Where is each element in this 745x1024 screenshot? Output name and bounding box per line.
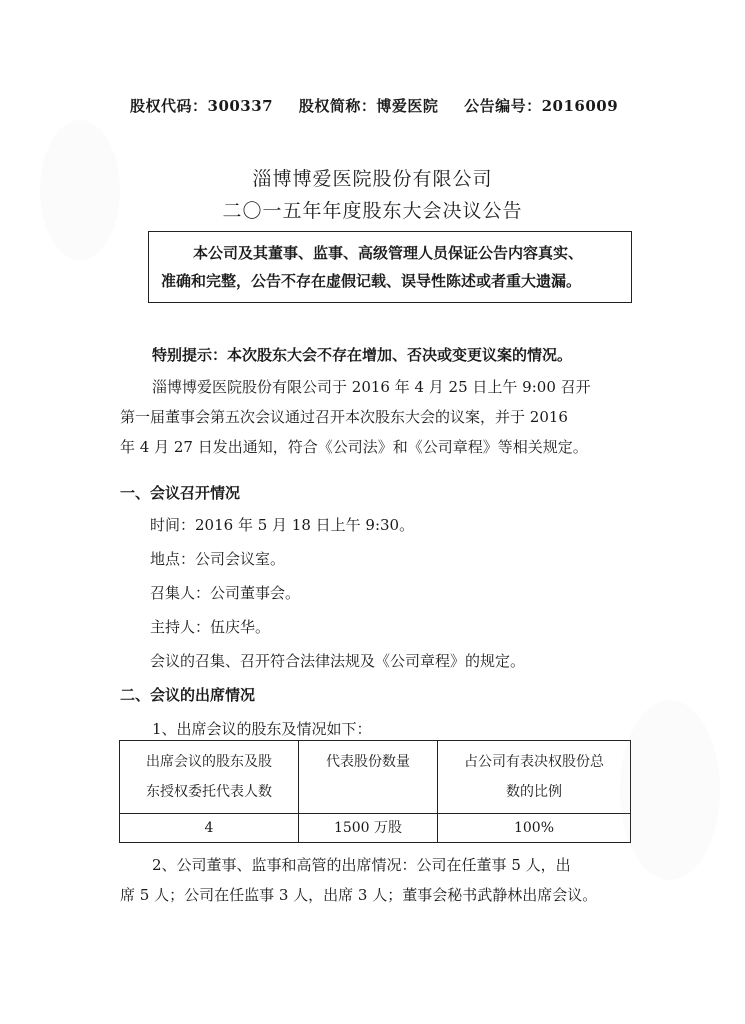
stock-abbreviation: 股权简称：博爱医院 <box>298 97 439 115</box>
intro-paragraph <box>120 372 640 462</box>
meeting-host: 主持人：伍庆华。 <box>150 618 271 636</box>
cell-attendee-count: 4 <box>120 814 299 843</box>
meeting-time: 时间：2016 年 5 月 18 日上午 9:30。 <box>150 516 415 534</box>
meeting-convener: 召集人：公司董事会。 <box>150 584 301 602</box>
intro-line-2: 第一届董事会第五次会议通过召开本次股东大会的议案，并于 2016 <box>120 408 568 426</box>
attendance-intro: 1、出席会议的股东及情况如下： <box>152 720 372 738</box>
intro-line-3: 年 4 月 27 日发出通知，符合《公司法》和《公司章程》等相关规定。 <box>120 438 588 456</box>
cell-share-quantity: 1500 万股 <box>299 814 438 843</box>
cell-ratio: 100% <box>438 814 631 843</box>
section-2-heading: 二、会议的出席情况 <box>120 686 256 704</box>
disclaimer-box <box>148 231 632 303</box>
company-title: 淄博博爱医院股份有限公司 <box>252 168 493 190</box>
table-header-row <box>120 741 631 814</box>
management-line-1: 2、公司董事、监事和高管的出席情况：公司在任董事 5 人，出 <box>152 856 571 874</box>
header-info <box>130 95 638 116</box>
management-attendance <box>120 850 640 910</box>
attendance-table <box>119 740 631 843</box>
header-cell-ratio: 占公司有表决权股份总 数的比例 <box>438 741 631 814</box>
announcement-number: 公告编号：2016009 <box>464 97 619 115</box>
header-cell-share-quantity: 代表股份数量 <box>299 741 438 814</box>
table-row <box>120 814 631 843</box>
intro-line-1: 淄博博爱医院股份有限公司于 2016 年 4 月 25 日上午 9:00 召开 <box>152 378 591 396</box>
disclaimer-line-1: 本公司及其董事、监事、高级管理人员保证公告内容真实、 <box>193 244 584 262</box>
meeting-compliance: 会议的召集、召开符合法律法规及《公司章程》的规定。 <box>150 652 526 670</box>
stock-code: 股权代码：300337 <box>130 97 274 115</box>
disclaimer-line-2: 准确和完整，公告不存在虚假记载、误导性陈述或者重大遗漏。 <box>161 272 582 290</box>
meeting-place: 地点：公司会议室。 <box>150 550 286 568</box>
section-1-heading: 一、会议召开情况 <box>120 484 241 502</box>
special-note: 特别提示：本次股东大会不存在增加、否决或变更议案的情况。 <box>152 346 573 364</box>
management-line-2: 席 5 人；公司在任监事 3 人，出席 3 人；董事会秘书武静林出席会议。 <box>120 886 598 904</box>
announcement-title: 二〇一五年年度股东大会决议公告 <box>222 200 523 222</box>
header-cell-attendee-count: 出席会议的股东及股 东授权委托代表人数 <box>120 741 299 814</box>
